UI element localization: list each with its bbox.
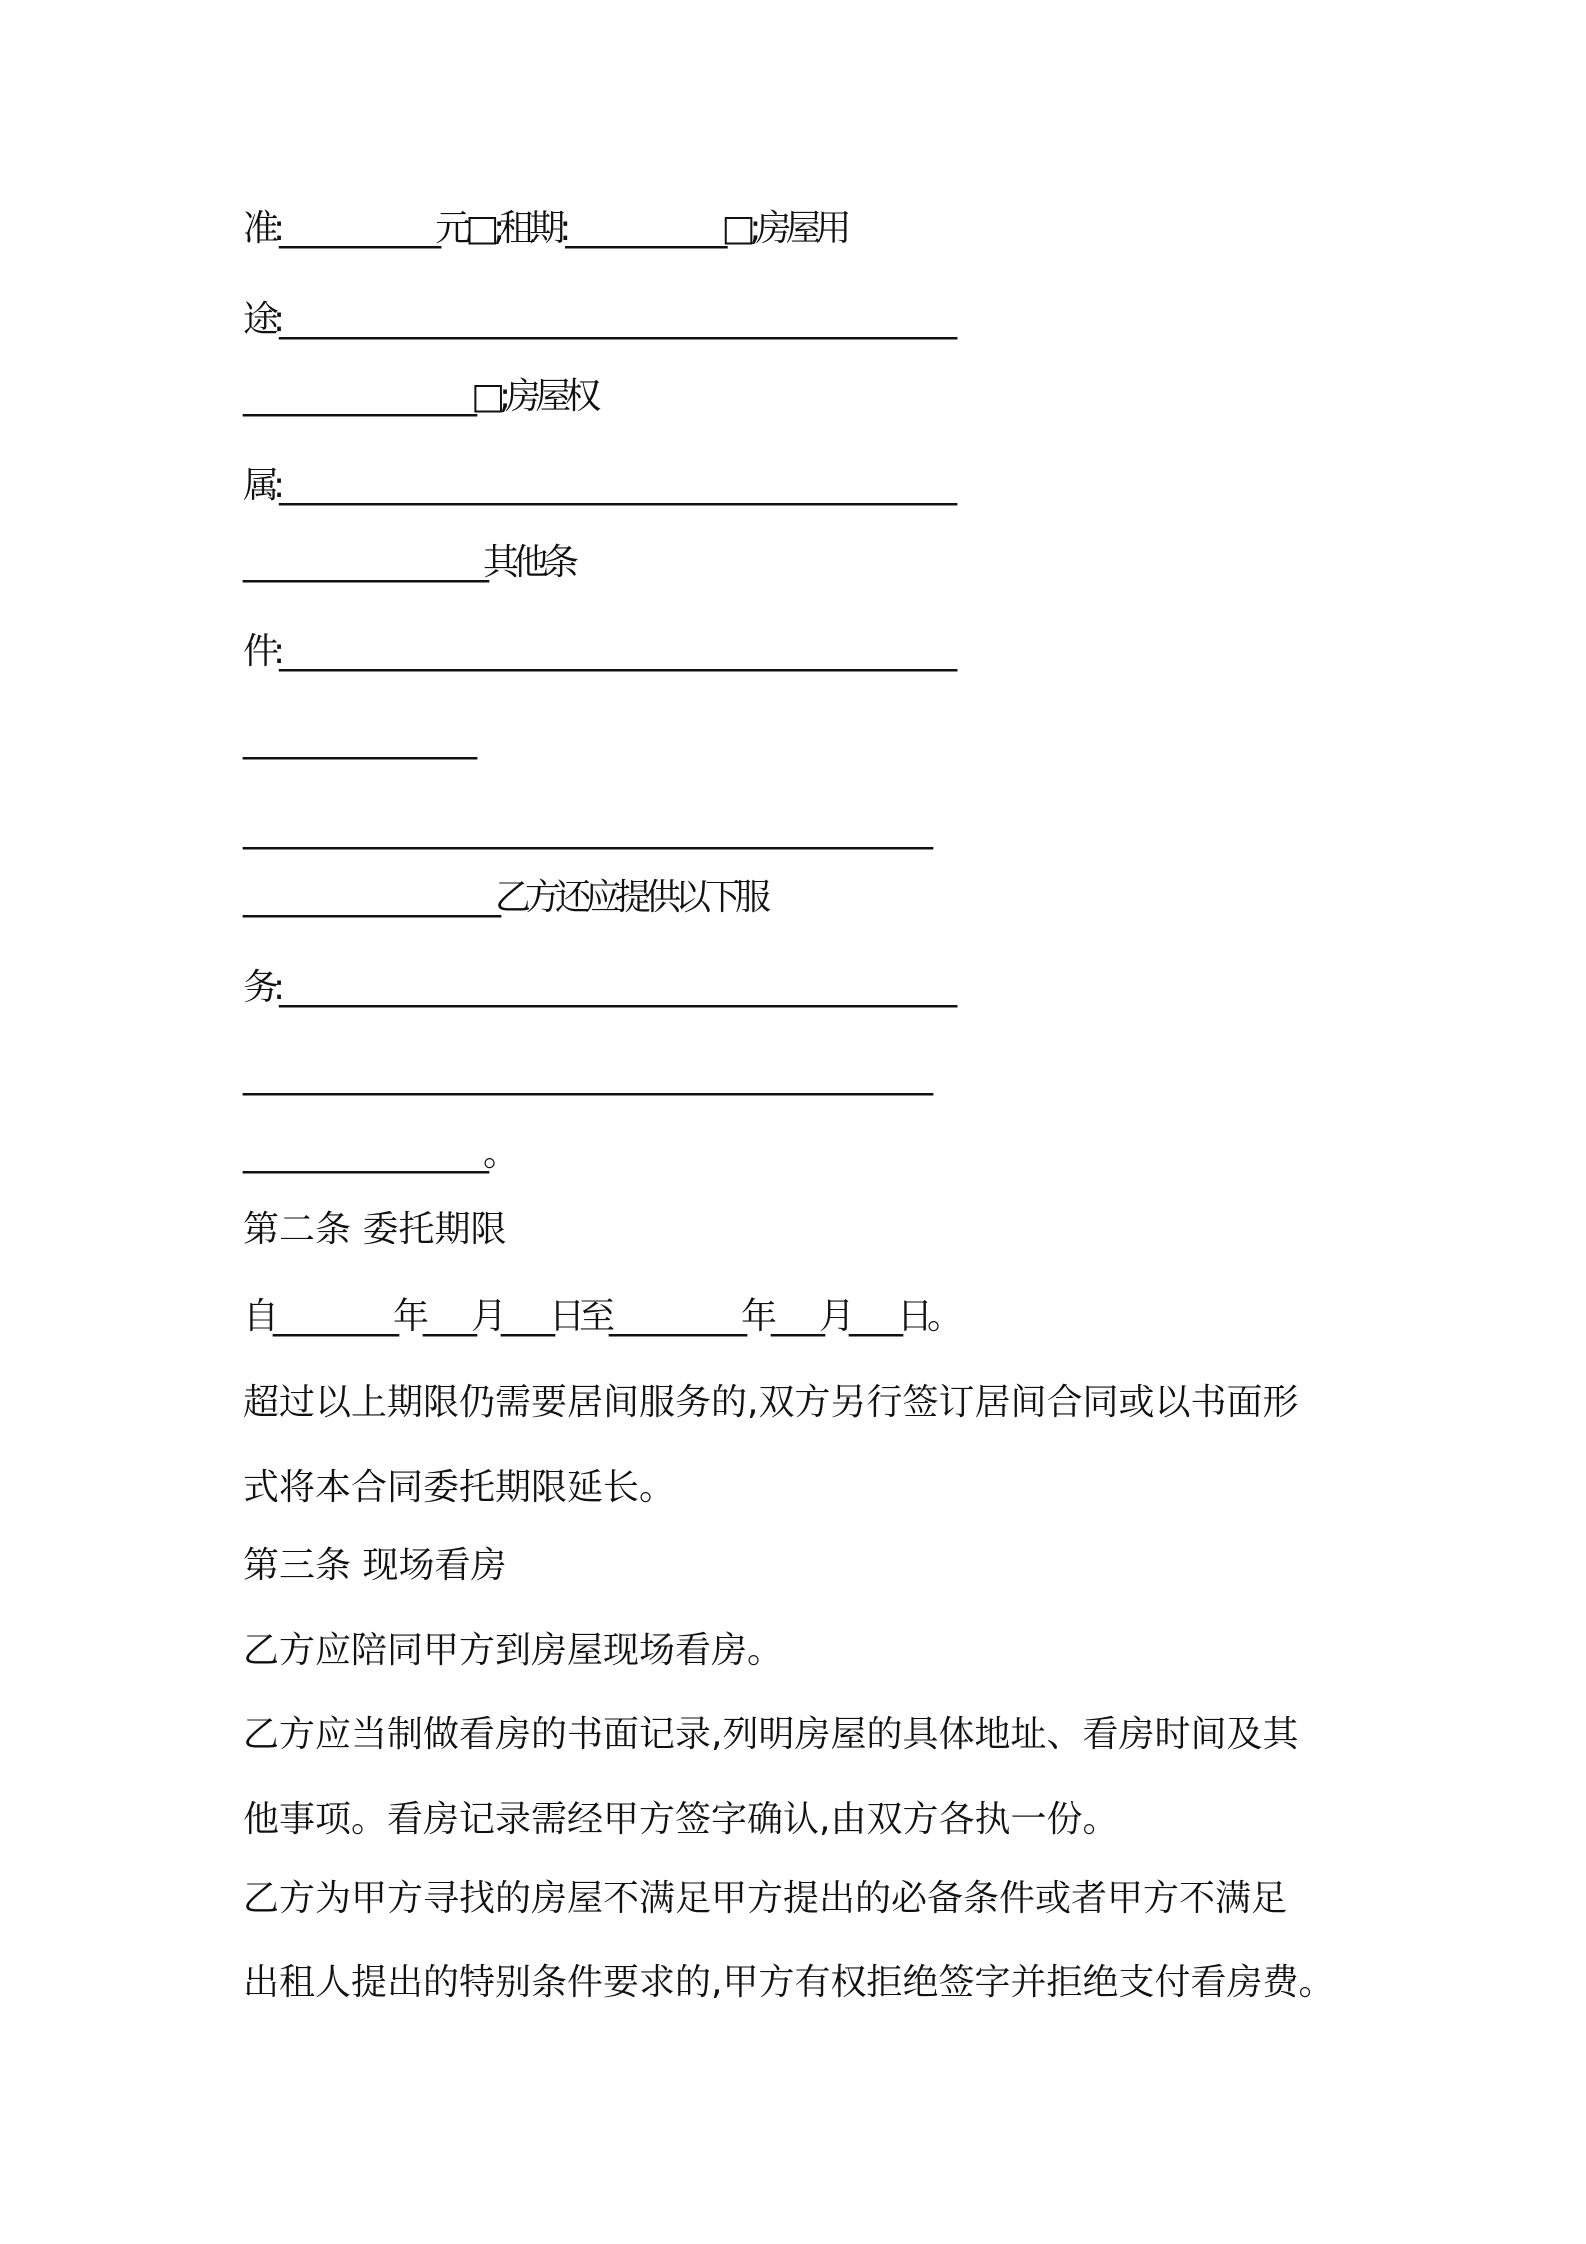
text-line-9: _____________________乙方还应提供以下服 (243, 877, 766, 918)
text-line-20: 他事项。看房记录需经甲方签字确认,由双方各执一份。 (243, 1799, 1119, 1840)
text-line-16: 式将本合同委托期限延长。 (243, 1467, 676, 1508)
text-line-5: ____________________其他条 (243, 542, 574, 583)
text-line-3: ___________________□;房屋权 (243, 376, 596, 417)
section-heading-3: 第三条 现场看房 (243, 1545, 507, 1586)
text-line-11: _________________________________________________________ (243, 1055, 927, 1096)
text-line-12: ____________________。 (243, 1133, 513, 1174)
text-line-6: 件:________________________________________________________ (243, 631, 952, 672)
text-line-22: 出租人提出的特别条件要求的,甲方有权拒绝签字并拒绝支付看房费。 (243, 1962, 1335, 2003)
text-line-19: 乙方应当制做看房的书面记录,列明房屋的具体地址、看房时间及其 (243, 1714, 1299, 1755)
text-line-8: _________________________________________________________ (243, 809, 927, 850)
text-line-2: 途:________________________________________________________ (243, 299, 952, 340)
text-line-4: 属:________________________________________________________ (243, 465, 952, 506)
text-line-21: 乙方为甲方寻找的房屋不满足甲方提出的必备条件或者甲方不满足 (243, 1878, 1288, 1919)
text-line-1: 准:_____________元□;租期:_____________□;房屋用 (243, 208, 846, 249)
text-line-14: 自__________年____月____日至___________年____月____日。 (243, 1296, 958, 1337)
text-line-15: 超过以上期限仍需要居间服务的,双方另行签订居间合同或以书面形 (243, 1382, 1299, 1423)
section-heading-2: 第二条 委托期限 (243, 1209, 507, 1250)
text-line-7: ___________________ (243, 719, 471, 760)
text-line-10: 务:________________________________________________________ (243, 967, 952, 1008)
text-line-18: 乙方应陪同甲方到房屋现场看房。 (243, 1630, 784, 1671)
